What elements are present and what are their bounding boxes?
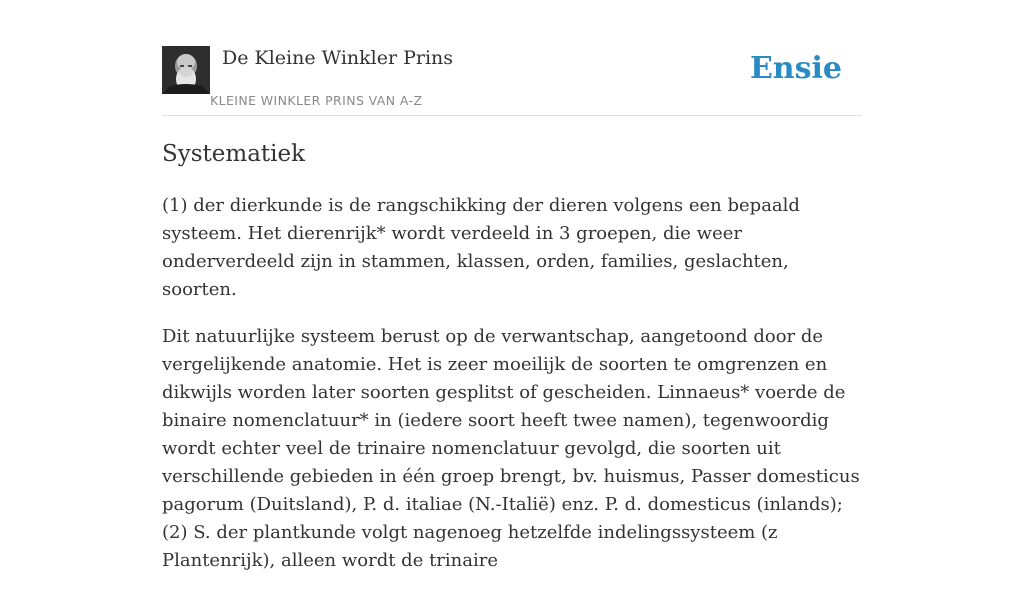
publication-header bbox=[162, 0, 862, 116]
article-paragraph: Dit natuurlijke systeem berust op de verwantschap, aangetoond door de vergelijkende anatomie. Het is zeer moeilijk de soorten te omgrenzen en dikwijls worden later soorten gesplitst of gescheiden. Linnaeus* voerde de binaire nomenclatuur* in (iedere soort heeft twee namen), tegenwoordig wordt echter veel de trinaire nomenclatuur gevolgd, die soorten uit verschillende gebieden in één groep brengt, bv. huismus, Passer domesticus pagorum (Duitsland), P. d. italiae (N.-Italië) enz. P. d. domesticus (inlands);(2) S. der plantkunde volgt nagenoeg hetzelfde indelingssysteem (z Plantenrijk), alleen wordt de trinaire bbox=[162, 326, 860, 571]
brand-logo[interactable]: Ensie bbox=[749, 51, 842, 86]
publication-avatar[interactable] bbox=[162, 46, 210, 94]
article-title: Systematiek bbox=[162, 141, 306, 167]
page-container bbox=[162, 0, 862, 571]
portrait-photo-icon bbox=[162, 46, 210, 94]
article-body bbox=[162, 192, 862, 594]
article-paragraph: (1) der dierkunde is de rangschikking der dieren volgens een bepaald systeem. Het dierenrijk* wordt verdeeld in 3 groepen, die weer onderverdeeld zijn in stammen, klassen, orden, families, geslachten, soorten. bbox=[162, 195, 800, 300]
publication-name[interactable]: De Kleine Winkler Prins bbox=[222, 47, 454, 69]
publication-subtitle[interactable]: KLEINE WINKLER PRINS VAN A-Z bbox=[210, 93, 423, 108]
